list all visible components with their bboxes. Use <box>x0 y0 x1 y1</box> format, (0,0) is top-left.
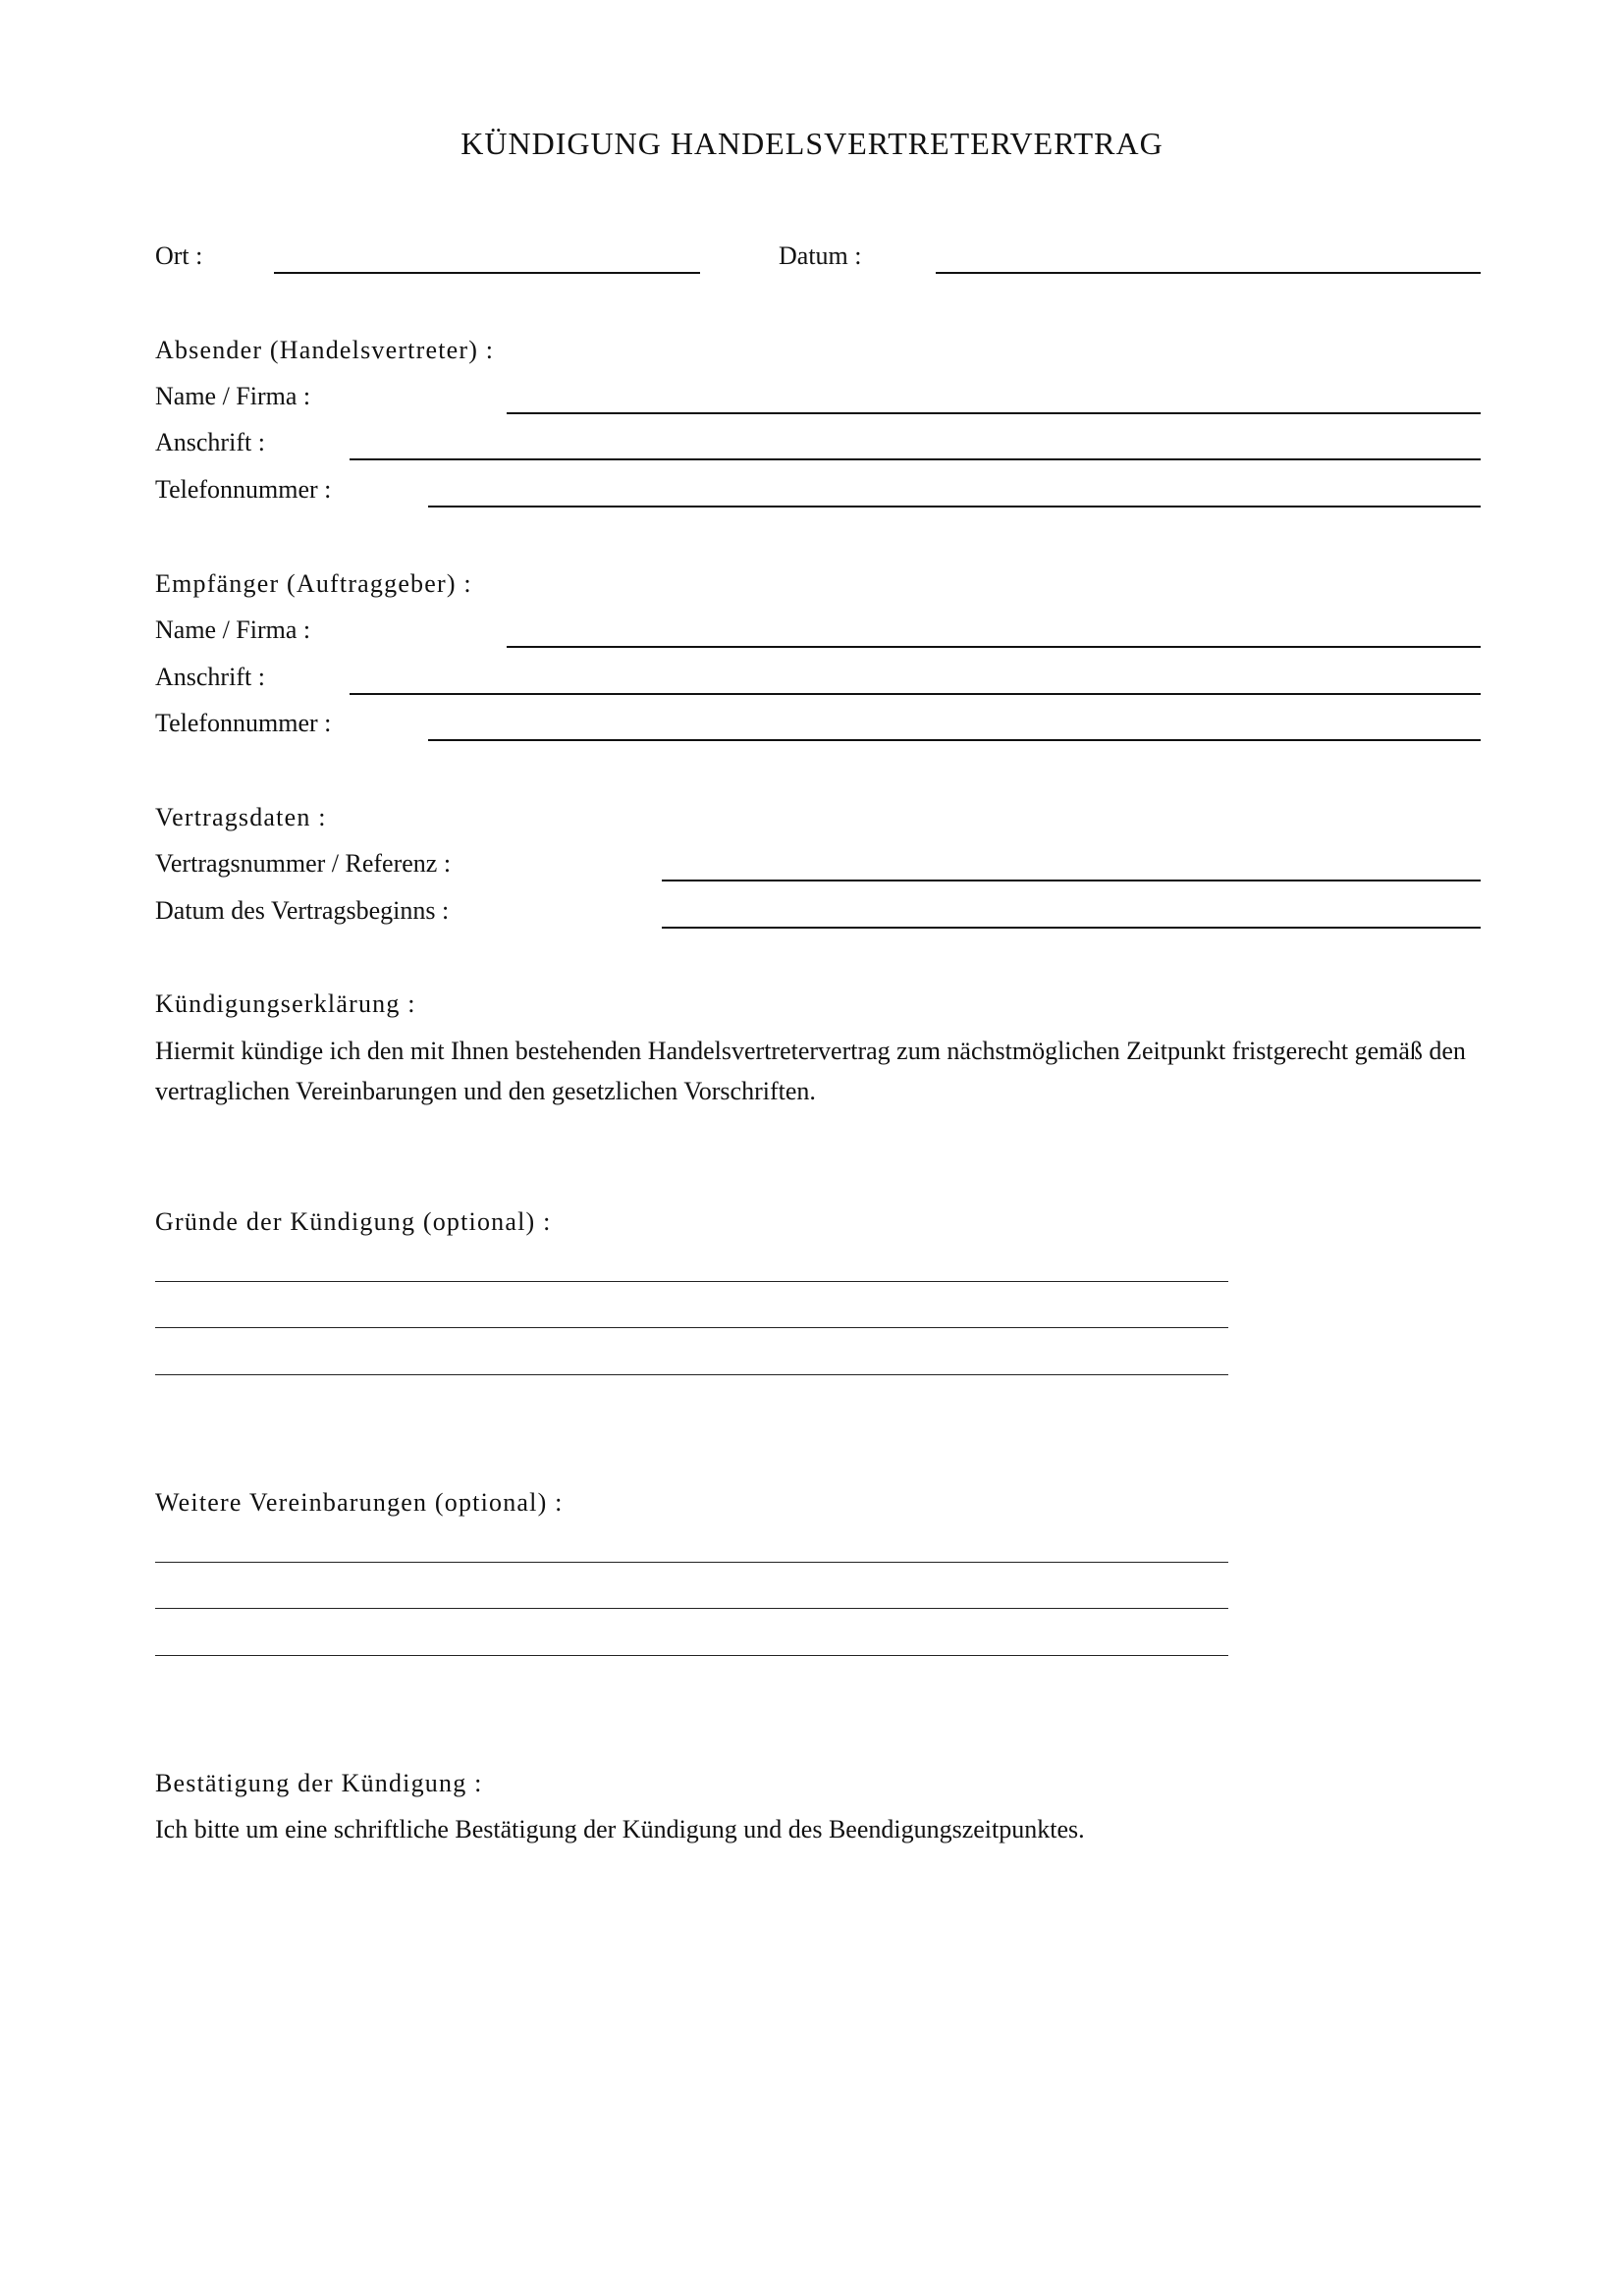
place-field[interactable] <box>274 272 700 274</box>
sender-address-label: Anschrift : <box>155 428 265 456</box>
contract-start-label: Datum des Vertragsbeginns : <box>155 896 450 925</box>
reasons-line[interactable] <box>155 1327 1228 1328</box>
recipient-name-field[interactable] <box>507 646 1481 648</box>
recipient-address-field[interactable] <box>350 693 1481 695</box>
agreements-line[interactable] <box>155 1562 1228 1563</box>
agreements-heading: Weitere Vereinbarungen (optional) : <box>155 1488 564 1517</box>
recipient-address-label: Anschrift : <box>155 663 265 691</box>
sender-name-label: Name / Firma : <box>155 382 311 410</box>
recipient-phone-label: Telefonnummer : <box>155 709 332 737</box>
sender-phone-field[interactable] <box>428 506 1481 507</box>
date-label: Datum : <box>779 241 862 270</box>
date-field[interactable] <box>936 272 1481 274</box>
agreements-line[interactable] <box>155 1608 1228 1609</box>
recipient-heading: Empfänger (Auftraggeber) : <box>155 569 472 598</box>
declaration-text: Hiermit kündige ich den mit Ihnen bestehenden Handelsvertretervertrag zum nächstmöglichen Zeitpunkt fristgerecht gemäß den vertraglichen Vereinbarungen und den gesetzlichen Vorschriften. <box>155 1037 1466 1105</box>
document-title: KÜNDIGUNG HANDELSVERTRETERVERTRAG <box>460 126 1164 161</box>
reasons-heading: Gründe der Kündigung (optional) : <box>155 1207 552 1236</box>
contract-number-field[interactable] <box>662 880 1481 881</box>
contract-heading: Vertragsdaten : <box>155 803 327 831</box>
confirmation-heading: Bestätigung der Kündigung : <box>155 1769 483 1797</box>
recipient-phone-field[interactable] <box>428 739 1481 741</box>
agreements-line[interactable] <box>155 1655 1228 1656</box>
reasons-line[interactable] <box>155 1281 1228 1282</box>
contract-start-field[interactable] <box>662 927 1481 929</box>
declaration-heading: Kündigungserklärung : <box>155 989 416 1018</box>
contract-number-label: Vertragsnummer / Referenz : <box>155 849 452 878</box>
confirmation-text: Ich bitte um eine schriftliche Bestätigung der Kündigung und des Beendigungszeitpunktes. <box>155 1815 1085 1843</box>
recipient-name-label: Name / Firma : <box>155 615 311 644</box>
reasons-line[interactable] <box>155 1374 1228 1375</box>
sender-name-field[interactable] <box>507 412 1481 414</box>
sender-heading: Absender (Handelsvertreter) : <box>155 336 495 364</box>
place-label: Ort : <box>155 241 203 270</box>
sender-address-field[interactable] <box>350 458 1481 460</box>
sender-phone-label: Telefonnummer : <box>155 475 332 504</box>
